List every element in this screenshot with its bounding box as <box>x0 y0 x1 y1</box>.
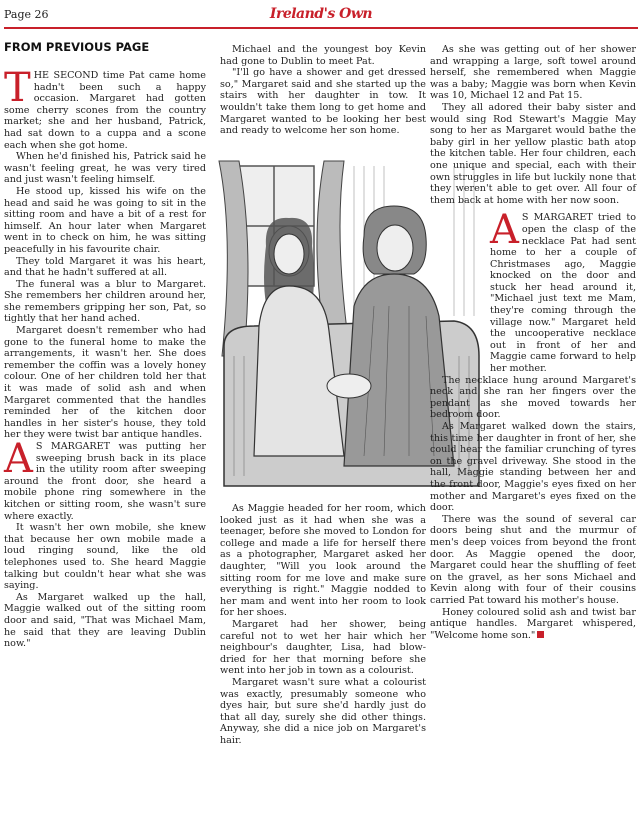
paragraph: Margaret had her shower, being careful not to wet her hair which her neighbour's daughter, Lisa, had blow-dried for her that morning before she went into her job in town as a colourist. <box>220 618 426 677</box>
column-3 <box>430 44 636 641</box>
drop-cap: A <box>490 207 519 254</box>
magazine-title: Ireland's Own <box>269 6 373 22</box>
paragraph <box>4 436 206 522</box>
paragraph <box>4 65 206 151</box>
drop-cap: T <box>4 65 31 111</box>
paragraph: The necklace hung around Margaret's neck and she ran her fingers over the pendant as she moved towards her bedroom door. <box>430 374 636 421</box>
paragraph: As she was getting out of her shower and wrapping a large, soft towel around herself, she remembered when Maggie was a baby; Maggie was born when Kevin was 10, Michael 12 and Pat 15. <box>430 44 636 102</box>
column-3-column3_top <box>430 44 636 206</box>
paragraph: Margaret doesn't remember who had gone to the funeral home to make the arrangements, it wasn't her. She does remember the coffin was a lovely honey colour. One of her children told her that it was made of solid ash and when Margaret commented that the handles reminded her of the kitchen door handles in her sister's house, they told her they were twist bar antique handles. <box>4 325 206 441</box>
paragraph: The funeral was a blur to Margaret. She remembers her children around her, she remembers gripping her son, Pat, so tightly that her hand ached. <box>4 278 206 325</box>
column-3-column3_bottom <box>430 375 636 642</box>
header-rule <box>4 27 638 29</box>
paragraph: They told Margaret it was his heart, and that he hadn't suffered at all. <box>4 255 206 279</box>
paragraph: Margaret wasn't sure what a colourist was exactly, presumably someone who dyes hair, but sure she'd hardly just do that all day, surely she did other things. Anyway, she did a nice job on Margaret's hair. <box>220 676 426 746</box>
column-3-column3_mid <box>490 207 636 375</box>
paragraph: "I'll go have a shower and get dressed so," Margaret said and she started up the stairs with her daughter in tow. It wouldn't take them long to get home and Margaret wanted to be looking her best and ready to welcome her son home. <box>220 67 426 137</box>
column-1 <box>4 65 206 650</box>
section-heading: FROM PREVIOUS PAGE <box>4 40 150 54</box>
end-mark-icon <box>537 631 544 638</box>
paragraph-text: HE SECOND time Pat came home hadn't been such a happy occasion. Margaret had gotten some cherry scones from the country market; she and her husband, Patrick, had sat down to a cuppa and a scone each when she got home. <box>4 70 206 151</box>
paragraph-text: S MARGARET was putting her sweeping brush back in its place in the utility room after sweeping around the front door, she heard a mobile phone ring somewhere in the kitchen or sitting room, she wasn't sure where exactly. <box>4 441 206 522</box>
paragraph: As Maggie headed for her room, which looked just as it had when she was a teenager, before she moved to London for college and made a life for herself there as a photographer, Margaret asked her daughter, "Will you look around the sitting room for me love and make sure everything is right." Maggie nodded to her mam and went into her room to look for her shoes. <box>220 503 426 619</box>
page-header <box>4 6 638 26</box>
paragraph: When he'd finished his, Patrick said he wasn't feeling great, he was very tired and just wasn't feeling himself. <box>4 151 206 186</box>
paragraph: As Margaret walked up the hall, Maggie walked out of the sitting room door and said, "That was Michael Mam, he said that they are leaving Dublin now." <box>4 591 206 650</box>
page-number: Page 26 <box>4 8 49 21</box>
paragraph: They all adored their baby sister and would sing Rod Stewart's Maggie May song to her as Margaret would bathe the baby girl in her yellow plastic bath atop the kitchen table. Her four children, each one unique and special, each with their own struggles in life but luckily none that they weren't able to get over. All four of them back at home with her now soon. <box>430 101 636 206</box>
paragraph: Honey coloured solid ash and twist bar antique handles. Margaret whispered, "Welcome home son." <box>430 606 636 641</box>
drop-cap: A <box>4 436 33 482</box>
paragraph: There was the sound of several car doors being shut and the murmur of men's deep voices from beyond the front door. As Maggie opened the door, Margaret could hear the shuffling of feet on the gravel, as her sons Michael and Kevin along with four of their cousins carried Pat toward his mother's house. <box>430 513 636 606</box>
column-2-top <box>220 44 426 137</box>
paragraph: A S MARGARET tried to open the clasp of the necklace Pat had sent home to her a couple of Christmases ago, Maggie knocked on the door and stuck her head around it, "Michael just text me Mam, they're coming through the village now." Margaret held the uncooperative necklace out in front of her and Maggie came forward to help her mother. <box>490 207 636 375</box>
paragraph: Michael and the youngest boy Kevin had gone to Dublin to meet Pat. <box>220 44 426 67</box>
paragraph: As Margaret walked down the stairs, this time her daughter in front of her, she could hear the familiar crunching of tyres on the gravel driveway. She stood in the hall, Maggie standing between her and the front door, Maggie's eyes fixed on her mother and Margaret's eyes fixed on the door. <box>430 421 636 514</box>
paragraph: He stood up, kissed his wife on the head and said he was going to sit in the sitting room and have a bit of a rest for himself. An hour later when Margaret went in to check on him, he was sitting peacefully in his favourite chair. <box>4 185 206 255</box>
paragraph: It wasn't her own mobile, she knew that because her own mobile made a loud ringing sound, like the old telephones used to. She heard Maggie talking but couldn't hear what she was saying. <box>4 522 206 592</box>
column-2-bottom <box>220 503 426 746</box>
